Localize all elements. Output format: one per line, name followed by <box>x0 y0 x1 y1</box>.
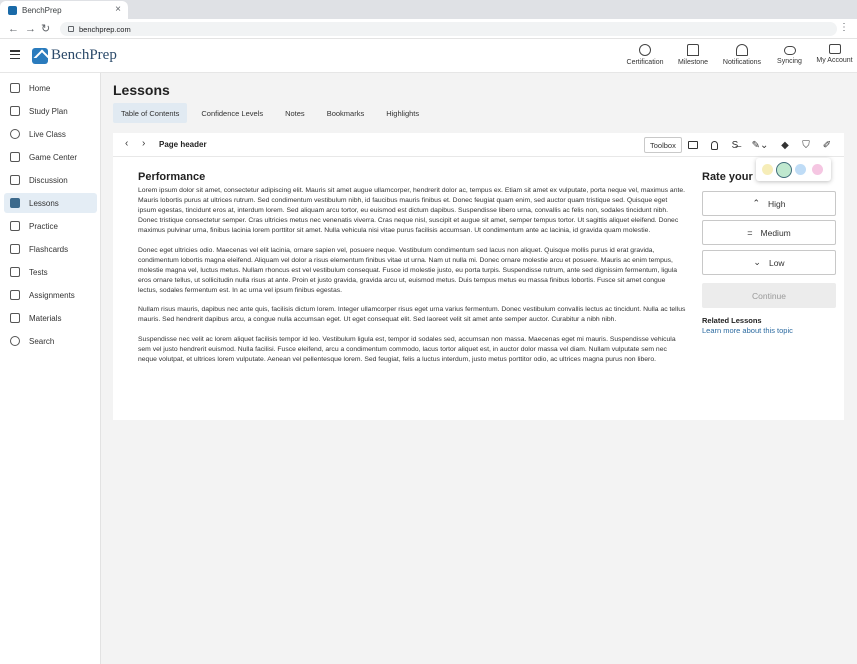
app-header <box>0 39 857 73</box>
discussion-icon <box>10 175 20 185</box>
logo-mark-icon <box>32 48 48 64</box>
lesson-tabs <box>113 103 433 123</box>
strikethrough-icon[interactable]: S̶ <box>731 139 739 151</box>
sidebar-item-study-plan[interactable] <box>4 101 97 121</box>
sidebar-item-assignments[interactable] <box>4 285 97 305</box>
article-heading: Performance <box>138 171 206 183</box>
highlight-color-green[interactable] <box>776 162 792 178</box>
cloud-icon <box>784 46 796 55</box>
certification-button[interactable] <box>621 39 669 73</box>
main-content <box>101 73 857 664</box>
account-icon <box>829 44 841 54</box>
eraser-icon[interactable]: ◆ <box>781 139 789 151</box>
search-icon <box>10 336 20 346</box>
sidebar-item-live-class[interactable] <box>4 124 97 144</box>
notifications-label: Notifications <box>722 59 762 66</box>
logo-text: BenchPrep <box>51 47 117 63</box>
rate-low-button[interactable] <box>702 250 836 275</box>
sidebar-item-label: Live Class <box>29 129 66 139</box>
notifications-button[interactable] <box>717 39 767 73</box>
home-icon <box>10 83 20 93</box>
edit-note-icon[interactable]: ✐ <box>822 139 832 151</box>
milestone-button[interactable] <box>669 39 717 73</box>
hamburger-menu-icon[interactable] <box>10 50 20 59</box>
highlight-color-palette <box>756 158 831 181</box>
url-text: benchprep.com <box>79 24 131 34</box>
browser-tab-title: BenchPrep <box>22 5 62 15</box>
highlighter-icon[interactable]: ✎⌄ <box>751 139 769 151</box>
lesson-card <box>113 133 844 420</box>
device-icon[interactable] <box>686 138 700 152</box>
tests-icon <box>10 267 20 277</box>
sidebar-item-label: Assignments <box>29 290 75 300</box>
lesson-toolbar <box>113 133 844 157</box>
chevron-left-icon[interactable]: ‹ <box>125 138 129 149</box>
syncing-button[interactable] <box>767 39 812 73</box>
sidebar-item-label: Tests <box>29 267 48 277</box>
sidebar-item-label: Study Plan <box>29 106 68 116</box>
related-lesson-link[interactable]: Learn more about this topic <box>702 326 793 335</box>
article-paragraph: Suspendisse nec velit ac lorem aliquet facilisis tempor id leo. Vestibulum ligula est, tempor id sodales sed, accumsan non massa. Maecenas eget mi mauris. Suspendisse vehicula sem vel justo hendrerit euismod. Nulla facilisi. Fusce eleifend, arcu a condimentum commodo, lacus tortor aliquet est, in auctor dolor massa vel diam. Nullam vulputate sem nec neque volutpat, et ultrices lorem vulputate. Aenean vel pellentesque lorem. Sed feugiat, felis a luctus interdum, justo metus porttitor odio, ac ultrices magna purus non libero. <box>138 335 676 363</box>
rate-option-label: Medium <box>760 227 791 238</box>
sidebar-item-label: Home <box>29 83 51 93</box>
live-class-icon <box>10 129 20 139</box>
article-paragraph: Donec eget ultricies odio. Maecenas vel elit lacinia, ornare sapien vel, posuere neque. Vestibulum condimentum sed lacus non aliquet. Quisque mollis purus id erat gravida, condimentum lobortis magna eleifend. Aliquam vel dolor a risus elementum finibus vitae ut urna. Nam ut nulla mi. Donec ornare molestie arcu et posuere. Mauris ac enim tempus, molestie magna vel, luctus metus. Nullam rhoncus est vel vestibulum consequat. Fusce id molestie justo, eu porta turpis. Suspendisse rutrum, ante sed dignissim fermentum, ligula eros ornare tellus, ut sollicitudin nulla risus at ante. Proin et justo gravida, gravida arcu ut, euismod metus. Duis tempus metus eu massa finibus lobortis. Fusce sit amet congue lectus, sodales fermentum est. In ac urna vel ipsum finibus egestas. <box>138 246 678 294</box>
practice-icon <box>10 221 20 231</box>
article-paragraph: Nullam risus mauris, dapibus nec ante quis, facilisis dictum lorem. Integer ullamcorper risus eget urna varius fermentum. Donec vestibulum convallis lectus ac tincidunt. Nulla ac tellus mauris. Sed hendrerit dapibus arcu, a congue nulla accumsan eget. Ut eget consequat elit. Sed laoreet velit sit amet ante semper auctor. Curabitur a nibh nibh. <box>138 306 686 323</box>
sidebar-item-label: Materials <box>29 313 62 323</box>
sidebar-item-label: Search <box>29 336 55 346</box>
my-account-label: My Account <box>816 57 853 64</box>
assignments-icon <box>10 290 20 300</box>
sidebar-item-practice[interactable] <box>4 216 97 236</box>
tab-notes[interactable]: Notes <box>285 108 305 118</box>
chevron-right-icon[interactable]: › <box>142 138 146 149</box>
sidebar-item-label: Game Center <box>29 152 78 162</box>
sidebar-item-label: Discussion <box>29 175 68 185</box>
header-actions <box>621 39 857 73</box>
back-arrow-icon[interactable]: ← <box>8 23 19 35</box>
continue-button[interactable]: Continue <box>702 283 836 308</box>
rate-option-label: High <box>768 198 786 209</box>
tab-confidence-levels[interactable]: Confidence Levels <box>201 108 264 118</box>
sidebar-item-home[interactable] <box>4 78 97 98</box>
highlight-color-pink[interactable] <box>812 164 823 175</box>
benchprep-favicon-icon <box>8 6 17 15</box>
folder-icon <box>10 313 20 323</box>
highlight-color-yellow[interactable] <box>762 164 773 175</box>
game-icon <box>10 152 20 162</box>
related-lessons-title: Related Lessons <box>702 316 762 325</box>
lightbulb-icon[interactable] <box>707 138 721 152</box>
rate-option-label: Low <box>768 257 785 268</box>
sidebar-item-discussion[interactable] <box>4 170 97 190</box>
tab-highlights[interactable]: Highlights <box>386 108 420 118</box>
sidebar-item-label: Practice <box>29 221 58 231</box>
url-input[interactable] <box>60 22 837 36</box>
syncing-label: Syncing <box>777 58 802 65</box>
chevron-up-icon: ⌃ <box>752 198 761 208</box>
flashcards-icon <box>10 244 20 254</box>
browser-tab[interactable] <box>0 1 128 19</box>
rate-title: Rate your <box>702 171 753 183</box>
tab-table-of-contents[interactable]: Table of Contents <box>113 103 187 123</box>
benchprep-logo[interactable] <box>32 47 117 64</box>
equals-icon: = <box>747 227 753 238</box>
page-title: Lessons <box>113 82 170 98</box>
certification-icon <box>639 44 651 56</box>
calendar-icon <box>10 106 20 116</box>
bell-icon <box>736 44 748 56</box>
bookmark-icon[interactable]: ⛉ <box>802 139 810 151</box>
sidebar-item-materials[interactable] <box>4 308 97 328</box>
chevron-down-icon: ⌄ <box>753 257 761 267</box>
milestone-icon <box>687 44 699 56</box>
sidebar-item-tests[interactable] <box>4 262 97 282</box>
sidebar-item-game-center[interactable] <box>4 147 97 167</box>
reload-icon[interactable]: ↻ <box>41 23 51 35</box>
certification-label: Certification <box>626 59 664 66</box>
milestone-label: Milestone <box>678 59 708 66</box>
sidebar-item-lessons[interactable] <box>4 193 97 213</box>
sidebar-item-label: Lessons <box>29 198 59 208</box>
sidebar-item-flashcards[interactable] <box>4 239 97 259</box>
browser-menu-icon[interactable]: ⋮ <box>839 22 849 33</box>
article-paragraph: Lorem ipsum dolor sit amet, consectetur adipiscing elit. Mauris sit amet augue ullamcorper, hendrerit dolor ac, tempus ex. Etiam sit amet ex vulputate, porta neque vel, maximus ante. Mauris lobortis purus at ultrices rutrum. Sed condimentum vestibulum nibh, id faucibus mauris finibus et. Donec feugiat quam enim, sed auctor quam tristique sed. Quisque eget ipsum egestas, tincidunt eros at, interdum lorem. Sed aliquam arcu tortor, eu euismod est dictum dapibus. Suspendisse libero urna, convallis ac felis non, sodales tincidunt nibh. Donec tristique consectetur semper. Cras ultricies metus nec venenatis viverra. Cras neque nisl, suscipit et augue sit amet, semper tempus tortor. Ut sagittis aliquet eleifend. Donec maximus pulvinar urna, finibus lacinia lorem porttitor sit amet. Nulla vehicula nisi vitae purus facilisis accumsan. Ut condimentum ante ac lacinia, id gravida quam molestie. <box>138 187 686 234</box>
my-account-button[interactable] <box>812 39 857 73</box>
browser-address-bar <box>0 19 857 39</box>
rate-high-button[interactable] <box>702 191 836 216</box>
sidebar-item-search[interactable] <box>4 331 97 351</box>
lessons-icon <box>10 198 20 208</box>
lock-icon <box>68 26 74 32</box>
highlight-color-blue[interactable] <box>795 164 806 175</box>
sidebar <box>0 73 101 664</box>
rate-medium-button[interactable] <box>702 220 836 245</box>
tab-bookmarks[interactable]: Bookmarks <box>326 108 365 118</box>
page-header-title: Page header <box>159 140 207 149</box>
close-tab-icon[interactable]: × <box>115 4 121 15</box>
forward-arrow-icon[interactable]: → <box>25 23 36 35</box>
browser-tabbar <box>0 0 857 19</box>
sidebar-item-label: Flashcards <box>29 244 69 254</box>
toolbox-button[interactable]: Toolbox <box>644 137 682 153</box>
lesson-article <box>138 171 686 374</box>
